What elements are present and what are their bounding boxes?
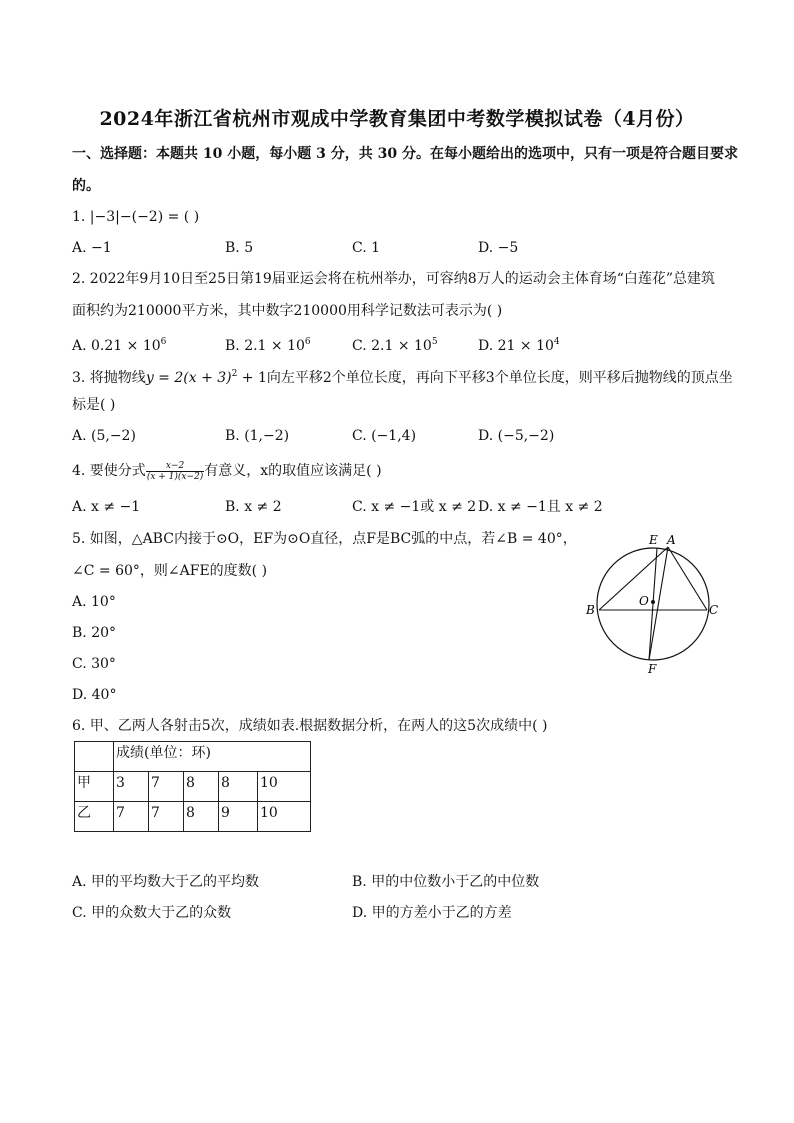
section-heading-line2: 的。: [72, 178, 100, 194]
q2-option-b: B. $2.1 \times 10^6$: [225, 337, 311, 354]
q1-option-b: B. 5: [225, 240, 254, 256]
q6-option-b: B. 甲的中位数小于乙的中位数: [352, 874, 540, 890]
q5-option-d: D. 40°: [72, 687, 117, 703]
q2-option-d: D. $21 \times 10^4$: [478, 337, 560, 354]
q6-option-c: C. 甲的众数大于乙的众数: [72, 905, 232, 921]
q4-option-b: B. x ≠ 2: [225, 499, 282, 515]
segment-ac: [668, 547, 707, 610]
q4-stem: 4. 要使分式 $\frac{x-2}{(x + 1)(x-2)}$ 有意义，x的取值应该满足( ): [72, 460, 382, 482]
label-f: F: [648, 662, 657, 674]
q1-stem: 1. |−3|−(−2) = ( ): [72, 209, 200, 225]
score-cell: 7: [149, 802, 184, 832]
center-point-o: [651, 600, 655, 604]
q5-option-a: A. 10°: [72, 594, 116, 610]
table-row: [75, 772, 311, 802]
q5-option-b: B. 20°: [72, 625, 117, 641]
score-cell: 3: [114, 772, 149, 802]
section-heading-line1: 一、选择题：本题共 10 小题，每小题 3 分，共 30 分。在每小题给出的选项中，只有一项是符合题目要求: [72, 146, 738, 162]
table-corner-cell: [75, 742, 114, 772]
table-header-row: [75, 742, 311, 772]
table-row: [75, 802, 311, 832]
q3-option-b: B. (1,−2): [225, 428, 290, 444]
score-cell: 9: [219, 802, 258, 832]
q4-option-a: A. x ≠ −1: [72, 499, 141, 515]
q3-option-d: D. (−5,−2): [478, 428, 555, 444]
q1-option-d: D. −5: [478, 240, 519, 256]
q1-option-c: C. 1: [352, 240, 381, 256]
q5-stem-line2: ∠C = 60°，则∠AFE的度数( ): [72, 563, 268, 579]
q6-option-d: D. 甲的方差小于乙的方差: [352, 905, 512, 921]
q1-option-a: A. −1: [72, 240, 112, 256]
q4-fraction: $\frac{x-2}{(x + 1)(x-2)}$: [146, 460, 204, 482]
q5-stem-line1: 5. 如图，△ABC内接于⊙O，EF为⊙O直径，点F是BC弧的中点，若∠B = 40°，: [72, 531, 577, 547]
label-e: E: [649, 533, 658, 547]
q3-option-a: A. (5,−2): [72, 428, 136, 444]
q4-option-d: D. x ≠ −1且 x ≠ 2: [478, 499, 603, 515]
circle-geometry-figure: [582, 528, 722, 674]
row-name-jia: 甲: [75, 772, 114, 802]
label-b: B: [586, 603, 595, 617]
score-cell: 7: [114, 802, 149, 832]
q3-option-c: C. (−1,4): [352, 428, 417, 444]
q3-stem-line2: 标是( ): [72, 397, 116, 413]
row-name-yi: 乙: [75, 802, 114, 832]
scores-table: [74, 741, 311, 832]
score-cell: 10: [258, 802, 311, 832]
label-c: C: [709, 603, 719, 617]
q6-option-a: A. 甲的平均数大于乙的平均数: [72, 874, 260, 890]
label-o: O: [639, 594, 649, 608]
score-cell: 8: [184, 772, 219, 802]
score-cell: 10: [258, 772, 311, 802]
score-cell: 8: [219, 772, 258, 802]
score-cell: 7: [149, 772, 184, 802]
q2-stem-line1: 2. 2022年9月10日至25日第19届亚运会将在杭州举办，可容纳8万人的运动会主体育场“白莲花”总建筑: [72, 271, 716, 287]
q3-stem-line1: 3. 将抛物线$y = 2(x + 3)^2 + 1$向左平移2个单位长度，再向下平移3个单位长度，则平移后抛物线的顶点坐: [72, 369, 733, 386]
exam-title: 2024年浙江省杭州市观成中学教育集团中考数学模拟试卷（4月份）: [99, 108, 695, 130]
label-a: A: [667, 533, 676, 547]
q2-option-a: A. $0.21 \times 10^6$: [72, 337, 167, 354]
q5-option-c: C. 30°: [72, 656, 116, 672]
q2-stem-line2: 面积约为210000平方米，其中数字210000用科学记数法可表示为( ): [72, 303, 503, 319]
table-header-cell: 成绩(单位：环): [114, 742, 311, 772]
score-cell: 8: [184, 802, 219, 832]
q6-stem: 6. 甲、乙两人各射击5次，成绩如表.根据数据分析，在两人的这5次成绩中( ): [72, 718, 548, 734]
q4-option-c: C. x ≠ −1或 x ≠ 2: [352, 499, 477, 515]
q2-option-c: C. $2.1 \times 10^5$: [352, 337, 438, 354]
segment-ba: [599, 547, 668, 610]
